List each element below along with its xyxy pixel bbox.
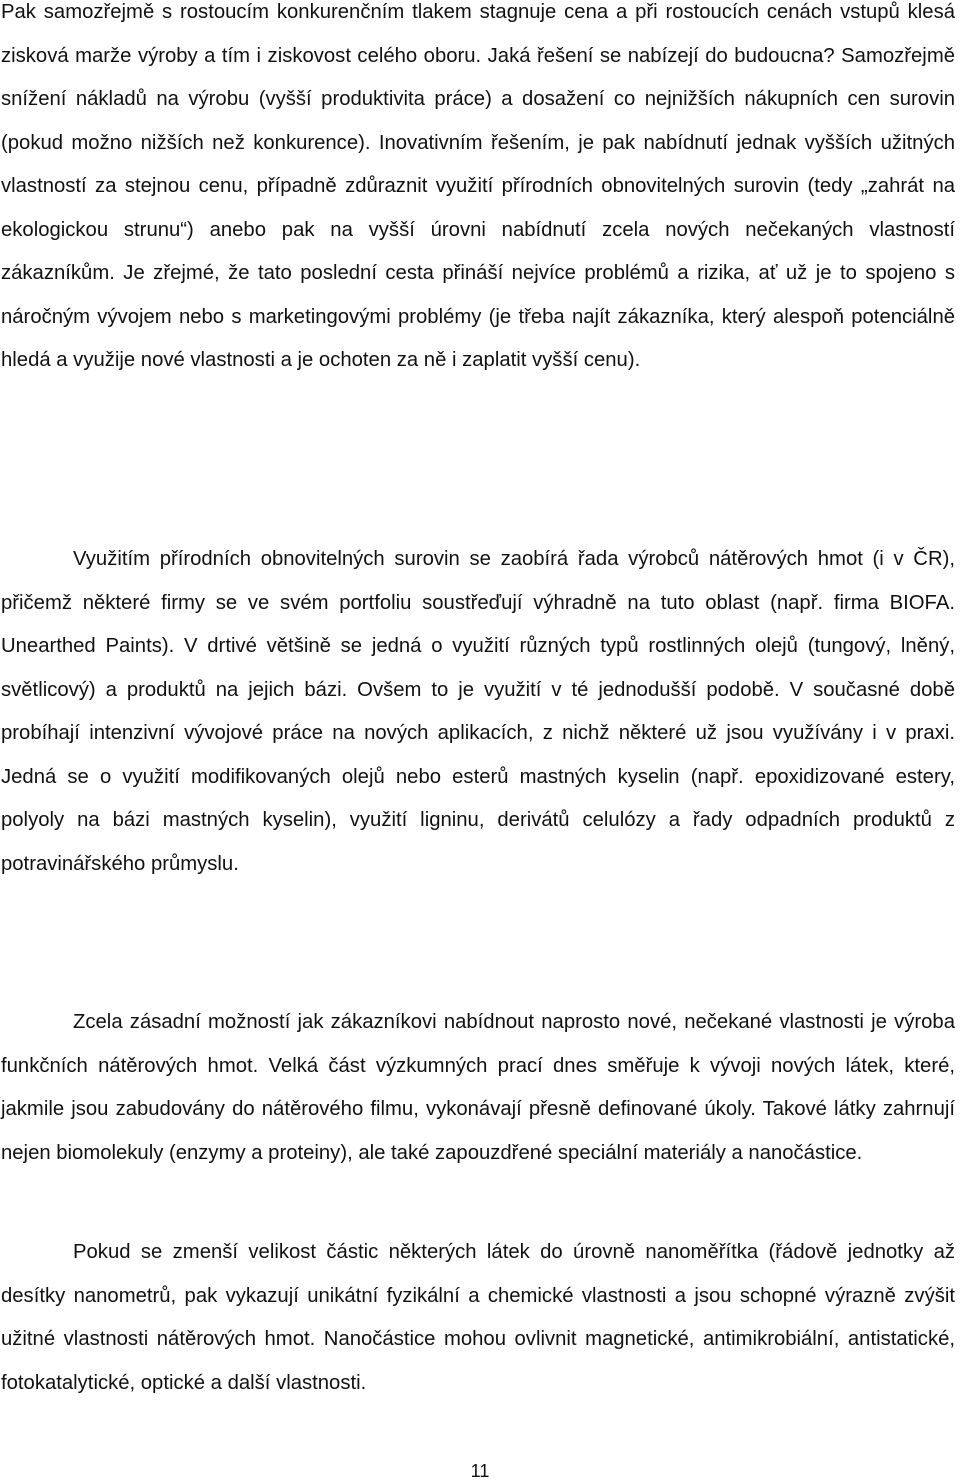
page-number: 11 bbox=[470, 1461, 490, 1481]
paragraph-functional-coatings: Zcela zásadní možností jak zákazníkovi nabídnout naprosto nové, nečekané vlastnosti je výroba funkčních nátěrových hmot. Velká část výzkumných prací dnes směřuje k vývoji nových látek, které, jakmile jsou zabudovány do nátěrového filmu, vykonávají přesně definované úkoly. Takové látky zahrnují nejen biomolekuly (enzymy a proteiny), ale také zapouzdřené speciální materiály a nanočástice. bbox=[1, 1011, 955, 1164]
paragraph-market-pressure: Pak samozřejmě s rostoucím konkurenčním tlakem stagnuje cena a při rostoucích cenách vstupů klesá zisková marže výroby a tím i ziskovost celého oboru. Jaká řešení se nabízejí do budoucna? Samozřejmě snížení nákladů na výrobu (vyšší produktivita práce) a dosažení co nejnižších nákupních cen surovin (pokud možno nižších než konkurence). Inovativním řešením, je pak nabídnutí jednak vyšších užitných vlastností za stejnou cenu, případně zdůraznit využití přírodních obnovitelných surovin (tedy „zahrát na ekologickou strunu“) anebo pak na vyšší úrovni nabídnutí zcela nových nečekaných vlastností zákazníkům. Je zřejmé, že tato poslední cesta přináší nejvíce problémů a rizika, ať už je to spojeno s náročným vývojem nebo s marketingovými problémy (je třeba najít zákazníka, který alespoň potenciálně hledá a využije nové vlastnosti a je ochoten za ně i zaplatit vyšší cenu). bbox=[1, 1, 955, 371]
paragraph-renewable-materials: Využitím přírodních obnovitelných surovin se zaobírá řada výrobců nátěrových hmot (i v ČR), přičemž některé firmy se ve svém portfoliu soustřeďují výhradně na tuto oblast (např. firma BIOFA. Unearthed Paints). V drtivé většině se jedná o využití různých typů rostlinných olejů (tungový, lněný, světlicový) a produktů na jejich bázi. Ovšem to je využití v té jednodušší podobě. V současné době probíhají intenzivní vývojové práce na nových aplikacích, z nichž některé už jsou využívány i v praxi. Jedná se o využití modifikovaných olejů nebo esterů mastných kyselin (např. epoxidizované estery, polyoly na bázi mastných kyselin), využití ligninu, derivátů celulózy a řady odpadních produktů z potravinářského průmyslu. bbox=[1, 548, 955, 875]
paragraph-nanoparticles: Pokud se zmenší velikost částic některých látek do úrovně nanoměřítka (řádově jednotky až desítky nanometrů, pak vykazují unikátní fyzikální a chemické vlastnosti a jsou schopné výrazně zvýšit užitné vlastnosti nátěrových hmot. Nanočástice mohou ovlivnit magnetické, antimikrobiální, antistatické, fotokatalytické, optické a další vlastnosti. bbox=[1, 1241, 955, 1394]
